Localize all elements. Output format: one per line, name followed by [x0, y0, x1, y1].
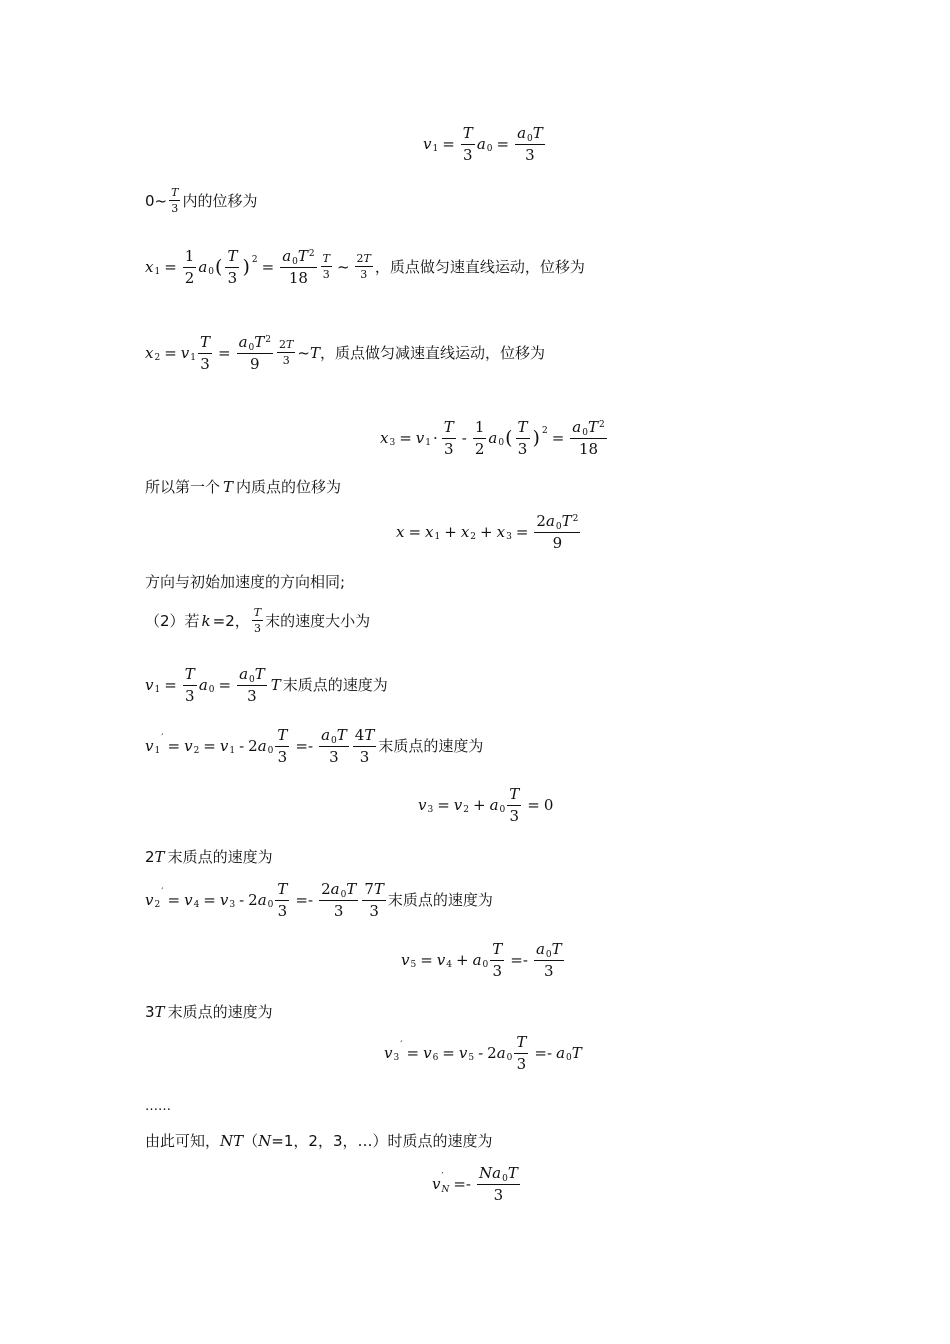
equation-x2: x 2 = v 1 $\frac{T}{3}$ = $\frac{a_0T^2}{9}$ $\frac{2T}{3}$ ~T ，质点做匀减速直线运动，位移为 [145, 333, 545, 373]
text-line-4: 方向与初始加速度的方向相同; [145, 573, 346, 591]
equation-x1: x 1 = $\frac{1}{2}$ a 0 ( $\frac{T}{3}$ ) 2 = $\frac{a_0T^2}{18}$ $\frac{T}{3}$ ~ $\frac{2T}{3}$ ，质点做匀速直线运动，位移为 [145, 247, 585, 287]
text-line-12: 由此可知， NT （ N =1，2，3，…）时质点的速度为 [145, 1132, 493, 1150]
equation-x3: x 3 = v 1 · $\frac{T}{3}$ - $\frac{1}{2}$ a 0 ( $\frac{T}{3}$ ) 2 = $\frac{a_0T^2}{18}$ [380, 418, 605, 458]
text-line-10: 3 T 末质点的速度为 [145, 1003, 273, 1021]
equation-vN: v ′ N =- $\frac{Na_0T}{3}$ [432, 1164, 518, 1204]
equation-v2: v 1 ′ = v 2 = v 1 - 2 a 0 $\frac{T}{3}$ =- $\frac{a_0T}{3}$ $\frac{4T}{3}$ 末质点的速度为 [145, 726, 484, 766]
text-line-3: 所以第一个 T 内质点的位移为 [145, 478, 342, 496]
equation-v4: v 2 ′ = v 4 = v 3 - 2 a 0 $\frac{T}{3}$ =- $\frac{2a_0T}{3}$ $\frac{7T}{3}$ 末质点的速度为 [145, 880, 493, 920]
text-line-5: （2）若 k =2， $\frac{T}{3}$ 末的速度大小为 [145, 606, 371, 636]
equation-v6: v 3 ′ = v 6 = v 5 - 2 a 0 $\frac{T}{3}$ =- a 0 T [384, 1033, 582, 1073]
equation-v1: v 1 = $\frac{T}{3}$ a 0 = $\frac{a_0T}{3}$ [423, 124, 543, 164]
equation-x-total: x = x 1 + x 2 + x 3 = $\frac{2a_0T^2}{9}$ [396, 512, 579, 552]
equation-v5: v 5 = v 4 + a 0 $\frac{T}{3}$ =- $\frac{a_0T}{3}$ [401, 940, 562, 980]
equation-v1-k2: v 1 = $\frac{T}{3}$ a 0 = $\frac{a_0T}{3}$ T 末质点的速度为 [145, 665, 388, 705]
ellipsis: …… [145, 1099, 171, 1114]
text-line-0: 0~ $\frac{T}{3}$ 内的位移为 [145, 186, 258, 216]
text-line-8: 2 T 末质点的速度为 [145, 848, 273, 866]
equation-v3: v 3 = v 2 + a 0 $\frac{T}{3}$ = 0 [418, 785, 554, 825]
